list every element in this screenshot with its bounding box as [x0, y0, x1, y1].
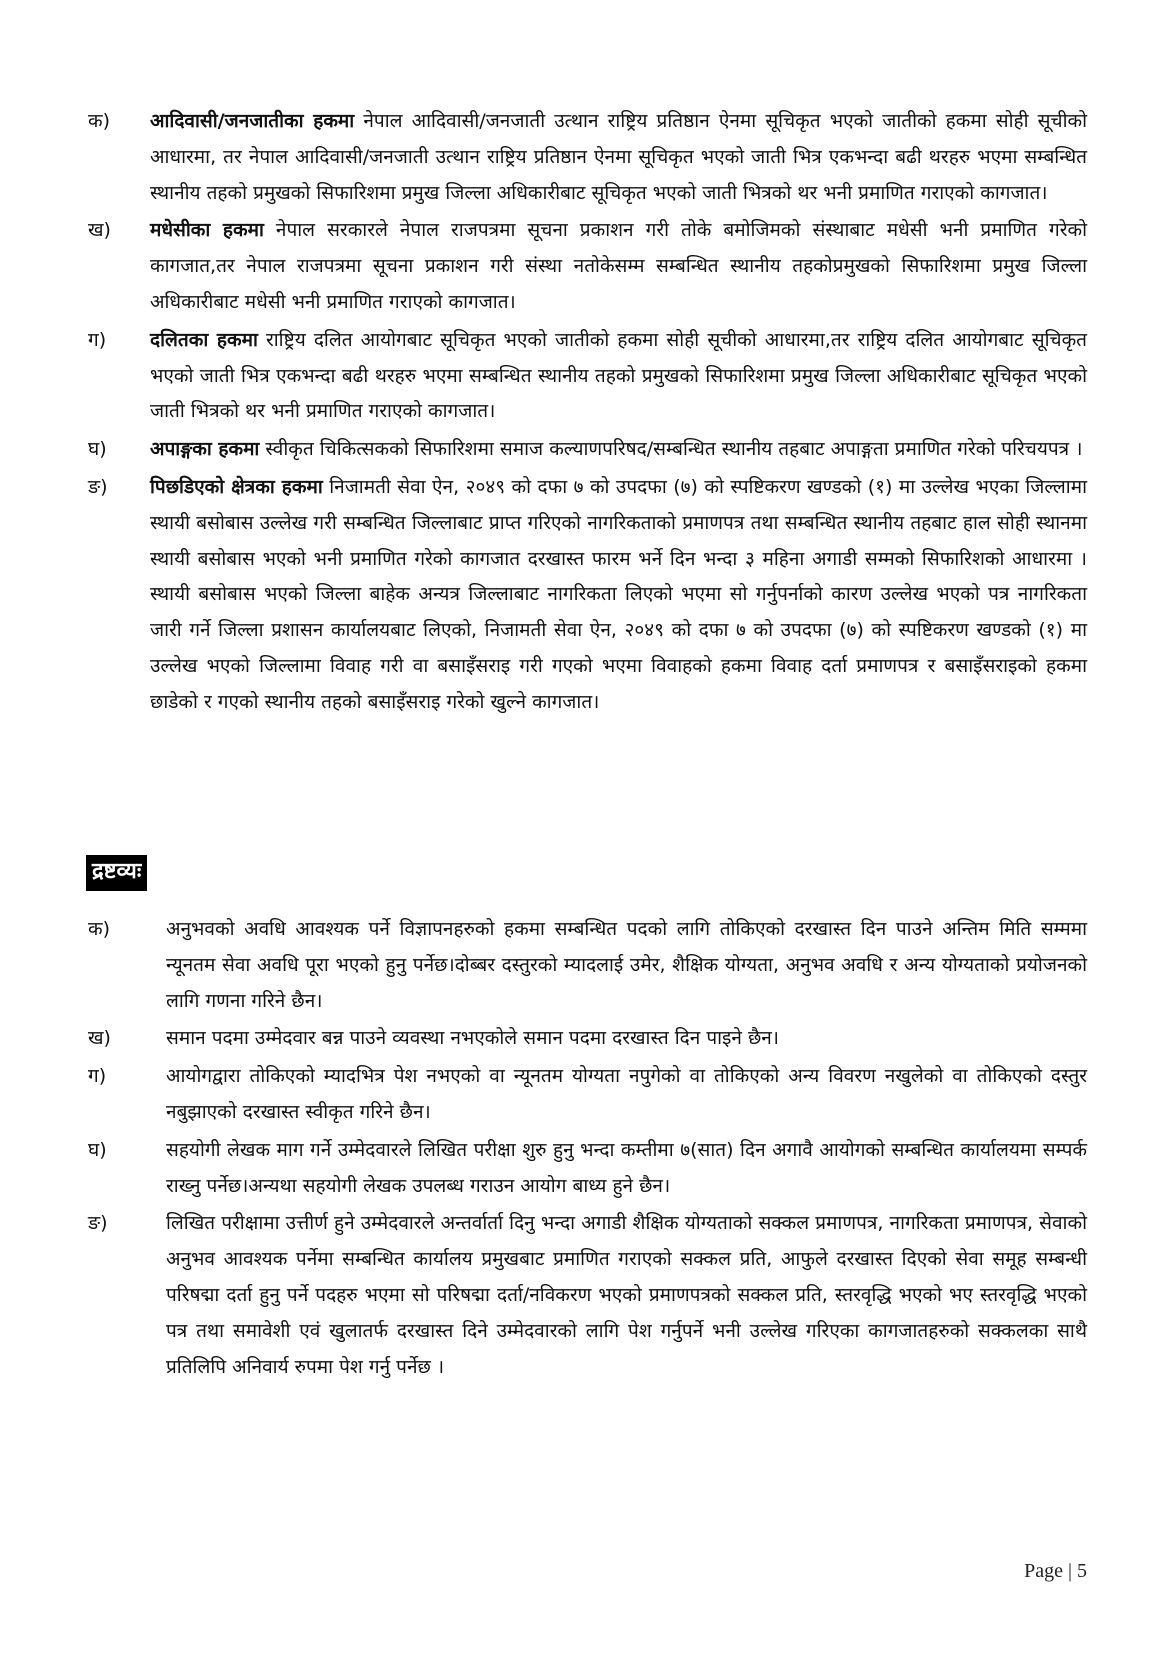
- note-item: [88, 1133, 1087, 1205]
- item-heading: दलितका हकमा: [150, 328, 258, 351]
- item-body: स्वीकृत चिकित्सकको सिफारिशमा समाज कल्याणपरिषद/सम्बन्धित स्थानीय तहबाट अपाङ्गता प्रमाणित गरेको परिचयपत्र ।: [259, 438, 1083, 461]
- note-item: [88, 1206, 1087, 1385]
- note-item: [88, 1021, 1087, 1057]
- item-body: नेपाल सरकारले नेपाल राजपत्रमा सूचना प्रकाशन गरी तोके बमोजिमको संस्थाबाट मधेसी भनी प्रमाणित गरेको कागजात,तर नेपाल राजपत्रमा सूचना प्रकाशन गरी संस्था नतोकेसम्म सम्बन्धित स्थानीय तहकोप्रमुखको सिफारिशमा प्रमुख जिल्ला अधिकारीबाट मधेसी भनी प्रमाणित गराएको कागजात।: [150, 219, 1087, 313]
- list-marker: क): [88, 918, 111, 940]
- list-item-madhesi: [88, 213, 1087, 320]
- item-heading: मधेसीका हकमा: [150, 219, 264, 242]
- item-heading: अपाङ्गका हकमा: [150, 438, 260, 461]
- list-item-text: [150, 432, 1087, 468]
- page-number: Page | 5: [1024, 1560, 1087, 1582]
- list-marker: ङ): [88, 475, 108, 498]
- item-body: नेपाल आदिवासी/जनजाती उत्थान राष्ट्रिय प्रतिष्ठान ऐनमा सूचिकृत भएको जातीको हकमा सोही सूचीको आधारमा, तर नेपाल आदिवासी/जनजाती उत्थान राष्ट्रिय प्रतिष्ठान ऐनमा सूचिकृत भएको जाती भित्र एकभन्दा बढी थरहरु भएमा सम्बन्धित स्थानीय तहको प्रमुखको सिफारिशमा प्रमुख जिल्ला अधिकारीबाट सूचिकृत भएको जाती भित्रको थर भनी प्रमाणित गराएको कागजात।: [150, 110, 1087, 204]
- list-marker: ख): [88, 219, 111, 242]
- list-marker: घ): [88, 438, 107, 461]
- list-item-backward-region: [88, 470, 1087, 721]
- list-item-dalit: [88, 323, 1087, 430]
- note-item: [88, 1059, 1087, 1131]
- list-item-text: [150, 104, 1087, 211]
- note-text: सहयोगी लेखक माग गर्ने उम्मेदवारले लिखित परीक्षा शुरु हुनु भन्दा कम्तीमा ७(सात) दिन अगावै आयोगको सम्बन्धित कार्यालयमा सम्पर्क राख्नु पर्नेछ।अन्यथा सहयोगी लेखक उपलब्ध गराउन आयोग बाध्य हुने छैन।: [166, 1138, 1087, 1197]
- eligibility-documents-list: [88, 104, 1087, 723]
- list-item-adivasi: [88, 104, 1087, 211]
- note-text: आयोगद्वारा तोकिएको म्यादभित्र पेश नभएको वा न्यूनतम योग्यता नपुगेको वा तोकिएको अन्य विवरण नखुलेको वा तोकिएको दस्तुर नबुझाएको दरखास्त स्वीकृत गरिने छैन।: [166, 1065, 1087, 1123]
- list-item-apanga: [88, 432, 1087, 468]
- list-marker: क): [88, 110, 111, 132]
- item-body: राष्ट्रिय दलित आयोगबाट सूचिकृत भएको जातीको हकमा सोही सूचीको आधारमा,तर राष्ट्रिय दलित आयोगबाट सूचिकृत भएको जाती भित्र एकभन्दा बढी थरहरु भएमा सम्बन्धित स्थानीय तहको प्रमुखको सिफारिशमा प्रमुख जिल्ला अधिकारीबाट सूचिकृत भएको जाती भित्रको थर भनी प्रमाणित गराएको कागजात।: [150, 328, 1087, 423]
- notes-heading: द्रष्टव्यः: [86, 855, 147, 891]
- list-marker: ख): [88, 1027, 111, 1050]
- note-text: समान पदमा उम्मेदवार बन्न पाउने व्यवस्था नभएकोले समान पदमा दरखास्त दिन पाइने छैन।: [166, 1027, 780, 1050]
- note-text: लिखित परीक्षामा उत्तीर्ण हुने उम्मेदवारले अन्तर्वार्ता दिनु भन्दा अगाडी शैक्षिक योग्यताको सक्कल प्रमाणपत्र, नागरिकता प्रमाणपत्र, सेवाको अनुभव आवश्यक पर्नेमा सम्बन्धित कार्यालय प्रमुखबाट प्रमाणित गराएको सक्कल प्रति, आफुले दरखास्त दिएको सेवा समूह सम्बन्धी परिषद्मा दर्ता हुनु पर्ने पदहरु भएमा सो परिषद्मा दर्ता/नविकरण भएको प्रमाणपत्रको सक्कल प्रति, स्तरवृद्धि भएको भए स्तरवृद्धि भएको पत्र तथा समावेशी एवं खुलातर्फ दरखास्त दिने उम्मेदवारको लागि पेश गर्नुपर्ने भनी उल्लेख गरिएका कागजातहरुको सक्कलका साथै प्रतिलिपि अनिवार्य रुपमा पेश गर्नु पर्नेछ ।: [166, 1212, 1087, 1378]
- list-marker: ग): [88, 1065, 107, 1088]
- list-item-text: [150, 213, 1087, 320]
- list-marker: घ): [88, 1138, 107, 1161]
- list-item-text: [150, 323, 1087, 430]
- item-heading: पिछडिएको क्षेत्रका हकमा: [150, 475, 323, 498]
- list-marker: ग): [88, 328, 107, 351]
- note-item: [88, 912, 1087, 1019]
- notes-list: [88, 912, 1087, 1387]
- list-marker: ङ): [88, 1212, 108, 1235]
- list-item-text: [150, 470, 1087, 721]
- item-body: निजामती सेवा ऐन, २०४९ को दफा ७ को उपदफा (७) को स्पष्टिकरण खण्डको (१) मा उल्लेख भएका जिल्लामा स्थायी बसोबास उल्लेख गरी सम्बन्धित जिल्लाबाट प्राप्त गरिएको नागरिकताको प्रमाणपत्र तथा सम्बन्धित स्थानीय तहबाट हाल सोही स्थानमा स्थायी बसोबास भएको भनी प्रमाणित गरेको कागजात दरखास्त फारम भर्ने दिन भन्दा ३ महिना अगाडी सम्मको सिफारिशको आधारमा । स्थायी बसोबास भएको जिल्ला बाहेक अन्यत्र जिल्लाबाट नागरिकता लिएको भएमा सो गर्नुपर्नाको कारण उल्लेख भएको पत्र नागरिकता जारी गर्ने जिल्ला प्रशासन कार्यालयबाट लिएको, निजामती सेवा ऐन, २०४९ को दफा ७ को उपदफा (७) को स्पष्टिकरण खण्डको (१) मा उल्लेख भएको जिल्लामा विवाह गरी वा बसाइँसराइ गरी गएको भएमा विवाहको हकमा विवाह दर्ता प्रमाणपत्र र बसाइँसराइको हकमा छाडेको र गएको स्थानीय तहको बसाइँसराइ गरेको खुल्ने कागजात।: [150, 475, 1087, 713]
- note-text: अनुभवको अवधि आवश्यक पर्ने विज्ञापनहरुको हकमा सम्बन्धित पदको लागि तोकिएको दरखास्त दिन पाउने अन्तिम मिति सम्ममा न्यूनतम सेवा अवधि पूरा भएको हुनु पर्नेछ।दोब्बर दस्तुरको म्यादलाई उमेर, शैक्षिक योग्यता, अनुभव अवधि र अन्य योग्यताको प्रयोजनको लागि गणना गरिने छैन।: [166, 918, 1087, 1012]
- item-heading: आदिवासी/जनजातीका हकमा: [150, 110, 355, 132]
